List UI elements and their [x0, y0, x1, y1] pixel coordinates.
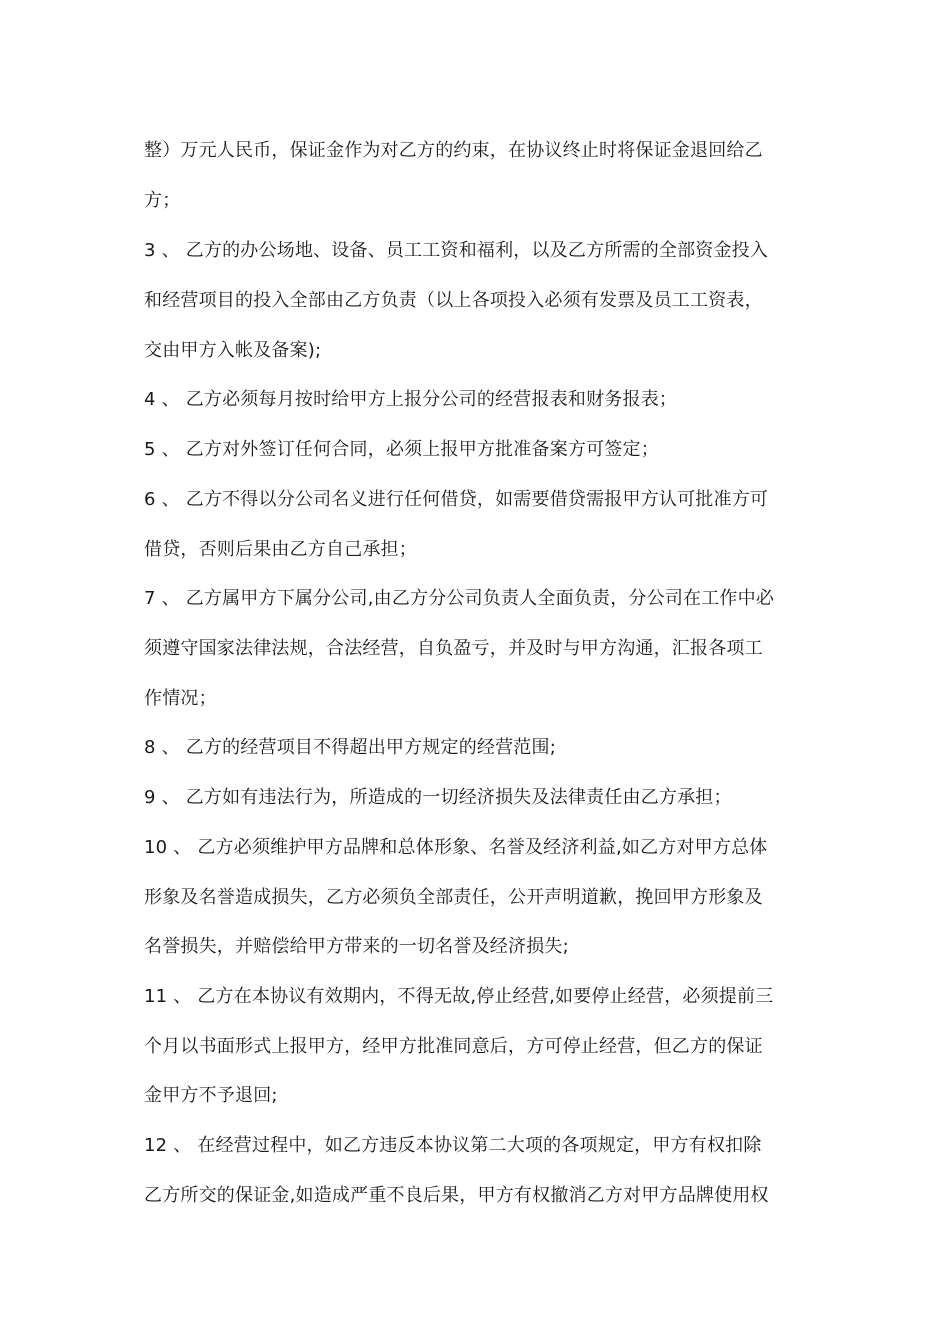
text-line: 须遵守国家法律法规，合法经营，自负盈亏，并及时与甲方沟通，汇报各项工 — [144, 638, 763, 659]
text-line: 12 、 在经营过程中，如乙方违反本协议第二大项的各项规定，甲方有权扣除 — [144, 1135, 762, 1156]
text-line: 个月以书面形式上报甲方，经甲方批准同意后，方可停止经营，但乙方的保证 — [144, 1036, 763, 1057]
text-line: 形象及名誉造成损失，乙方必须负全部责任，公开声明道歉，挽回甲方形象及 — [144, 887, 763, 908]
text-line: 金甲方不予退回; — [144, 1085, 278, 1106]
text-line: 作情况； — [144, 688, 217, 709]
text-line: 3 、 乙方的办公场地、设备、员工工资和福利，以及乙方所需的全部资金投入 — [144, 240, 769, 261]
text-line: 借贷，否则后果由乙方自己承担； — [144, 539, 417, 560]
text-line: 7 、 乙方属甲方下属分公司,由乙方分公司负责人全面负责，分公司在工作中必 — [144, 588, 775, 609]
text-line: 名誉损失，并赔偿给甲方带来的一切名誉及经济损失; — [144, 936, 569, 957]
text-line: 6 、 乙方不得以分公司名义进行任何借贷，如需要借贷需报甲方认可批准方可 — [144, 489, 769, 510]
text-line: 方； — [144, 190, 181, 211]
text-line: 11 、 乙方在本协议有效期内，不得无故,停止经营,如要停止经营，必须提前三 — [144, 986, 774, 1007]
text-line: 乙方所交的保证金,如造成严重不良后果，甲方有权撤消乙方对甲方品牌使用权 — [144, 1185, 769, 1206]
text-line: 和经营项目的投入全部由乙方负责（以上各项投入必须有发票及员工工资表， — [144, 290, 763, 311]
text-line: 9 、 乙方如有违法行为，所造成的一切经济损失及法律责任由乙方承担； — [144, 787, 732, 808]
text-line: 4 、 乙方必须每月按时给甲方上报分公司的经营报表和财务报表； — [144, 389, 678, 410]
text-line: 5 、 乙方对外签订任何合同，必须上报甲方批准备案方可签定； — [144, 439, 659, 460]
text-line: 整）万元人民币，保证金作为对乙方的约束，在协议终止时将保证金退回给乙 — [144, 140, 763, 161]
text-line: 8 、 乙方的经营项目不得超出甲方规定的经营范围; — [144, 737, 556, 758]
text-line: 10 、 乙方必须维护甲方品牌和总体形象、名誉及经济利益,如乙方对甲方总体 — [144, 837, 768, 858]
text-line: 交由甲方入帐及备案); — [144, 340, 322, 361]
